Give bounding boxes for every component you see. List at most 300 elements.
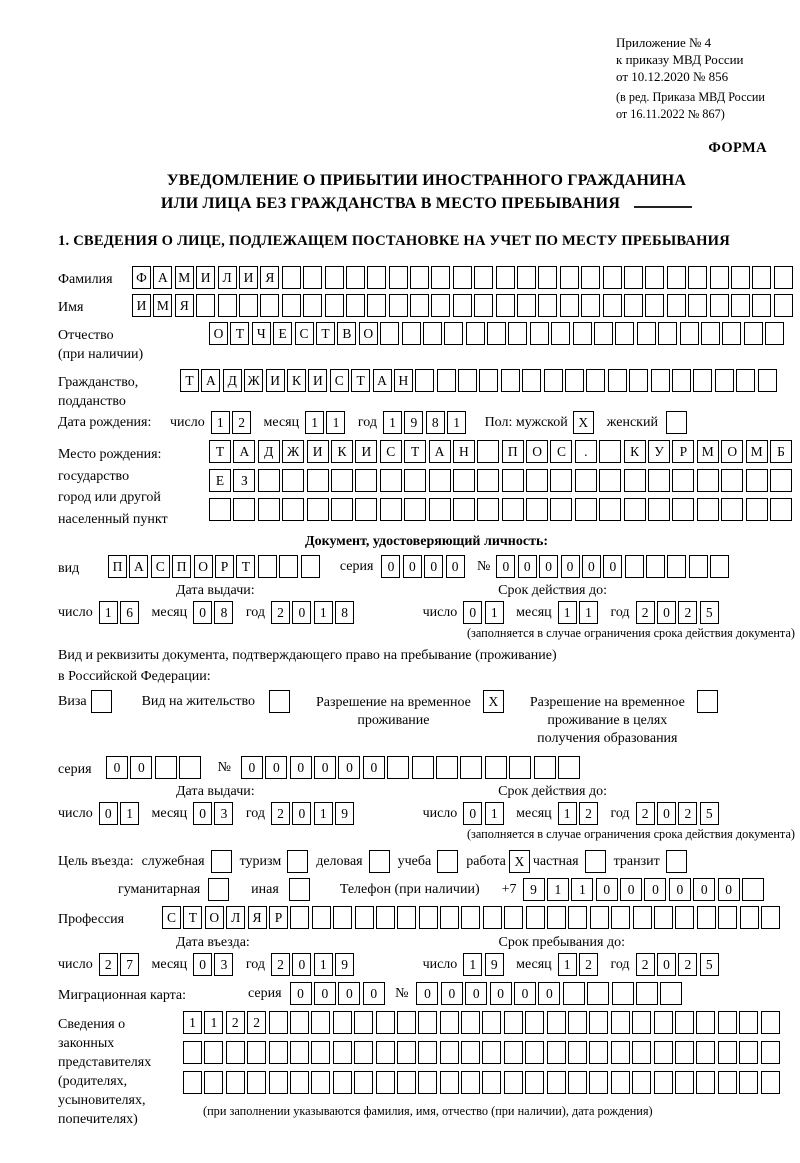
form-cell[interactable]: 2 — [226, 1011, 245, 1034]
form-cell[interactable]: И — [132, 294, 151, 317]
form-cell[interactable] — [599, 469, 621, 492]
form-cell[interactable] — [258, 555, 277, 578]
form-cell[interactable] — [675, 1071, 694, 1094]
form-cell[interactable] — [419, 906, 438, 929]
form-cell[interactable] — [530, 322, 549, 345]
form-cell[interactable] — [718, 906, 737, 929]
form-cell[interactable] — [744, 322, 763, 345]
form-cell[interactable] — [770, 498, 792, 521]
form-cell[interactable] — [517, 294, 536, 317]
form-cell[interactable] — [415, 369, 434, 392]
form-cell[interactable] — [774, 266, 793, 289]
form-cell[interactable] — [645, 266, 664, 289]
form-cell[interactable] — [440, 1041, 459, 1064]
form-cell[interactable]: 1 — [558, 953, 577, 976]
form-cell[interactable] — [397, 1071, 416, 1094]
form-cell[interactable]: И — [308, 369, 327, 392]
form-cell[interactable] — [590, 906, 609, 929]
form-cell[interactable] — [722, 322, 741, 345]
form-cell[interactable] — [544, 369, 563, 392]
form-cell[interactable] — [547, 1071, 566, 1094]
form-cell[interactable] — [485, 756, 507, 779]
form-cell[interactable] — [752, 266, 771, 289]
form-cell[interactable]: А — [233, 440, 255, 463]
form-cell[interactable]: С — [550, 440, 572, 463]
form-cell[interactable]: 0 — [363, 982, 385, 1005]
form-cell[interactable] — [774, 294, 793, 317]
form-cell[interactable] — [667, 294, 686, 317]
form-cell[interactable]: С — [380, 440, 402, 463]
form-cell[interactable] — [765, 322, 784, 345]
form-cell[interactable]: 9 — [523, 878, 545, 901]
form-cell[interactable] — [654, 1041, 673, 1064]
form-cell[interactable]: . — [575, 440, 597, 463]
form-cell[interactable]: К — [331, 440, 353, 463]
form-cell[interactable]: 5 — [700, 802, 719, 825]
form-cell[interactable] — [311, 1041, 330, 1064]
purpose-official-checkbox[interactable] — [211, 850, 232, 873]
form-cell[interactable] — [697, 498, 719, 521]
form-cell[interactable] — [509, 756, 531, 779]
form-cell[interactable] — [651, 369, 670, 392]
form-cell[interactable] — [568, 906, 587, 929]
form-cell[interactable]: 0 — [314, 982, 336, 1005]
residence-permit-checkbox[interactable] — [269, 690, 290, 713]
form-cell[interactable] — [429, 498, 451, 521]
form-cell[interactable] — [608, 369, 627, 392]
form-cell[interactable] — [624, 294, 643, 317]
form-cell[interactable] — [209, 498, 231, 521]
form-cell[interactable] — [282, 498, 304, 521]
form-cell[interactable]: 1 — [183, 1011, 202, 1034]
form-cell[interactable]: К — [287, 369, 306, 392]
purpose-work-checkbox[interactable]: X — [509, 850, 530, 873]
form-cell[interactable] — [355, 469, 377, 492]
form-cell[interactable]: С — [162, 906, 181, 929]
form-cell[interactable]: Т — [404, 440, 426, 463]
form-cell[interactable]: 0 — [193, 953, 212, 976]
form-cell[interactable]: О — [205, 906, 224, 929]
purpose-humanitarian-checkbox[interactable] — [208, 878, 229, 901]
form-cell[interactable] — [654, 1071, 673, 1094]
form-cell[interactable]: 2 — [636, 953, 655, 976]
form-cell[interactable]: Ж — [244, 369, 263, 392]
form-cell[interactable] — [290, 1011, 309, 1034]
form-cell[interactable] — [680, 322, 699, 345]
form-cell[interactable] — [575, 469, 597, 492]
form-cell[interactable] — [155, 756, 177, 779]
form-cell[interactable] — [325, 266, 344, 289]
sex-female-checkbox[interactable] — [666, 411, 687, 434]
form-cell[interactable]: И — [239, 266, 258, 289]
form-cell[interactable] — [196, 294, 215, 317]
form-cell[interactable] — [380, 498, 402, 521]
form-cell[interactable] — [376, 1011, 395, 1034]
form-cell[interactable] — [654, 1011, 673, 1034]
form-cell[interactable]: А — [429, 440, 451, 463]
form-cell[interactable] — [654, 906, 673, 929]
form-cell[interactable] — [440, 1071, 459, 1094]
form-cell[interactable] — [354, 1041, 373, 1064]
form-cell[interactable]: Р — [269, 906, 288, 929]
form-cell[interactable] — [594, 322, 613, 345]
form-cell[interactable]: Р — [672, 440, 694, 463]
form-cell[interactable]: 3 — [214, 802, 233, 825]
form-cell[interactable] — [688, 294, 707, 317]
form-cell[interactable] — [573, 322, 592, 345]
form-cell[interactable] — [311, 1071, 330, 1094]
form-cell[interactable] — [461, 1071, 480, 1094]
form-cell[interactable] — [282, 266, 301, 289]
purpose-business-checkbox[interactable] — [369, 850, 390, 873]
form-cell[interactable]: 0 — [463, 601, 482, 624]
form-cell[interactable]: З — [233, 469, 255, 492]
form-cell[interactable]: Т — [236, 555, 255, 578]
form-cell[interactable] — [696, 1041, 715, 1064]
form-cell[interactable]: 0 — [539, 555, 558, 578]
form-cell[interactable] — [646, 555, 665, 578]
form-cell[interactable] — [508, 322, 527, 345]
form-cell[interactable] — [429, 469, 451, 492]
form-cell[interactable] — [718, 1071, 737, 1094]
form-cell[interactable]: 0 — [657, 802, 676, 825]
form-cell[interactable]: Ф — [132, 266, 151, 289]
form-cell[interactable] — [404, 498, 426, 521]
form-cell[interactable]: 2 — [579, 802, 598, 825]
form-cell[interactable]: 0 — [441, 982, 463, 1005]
form-cell[interactable] — [482, 1071, 501, 1094]
form-cell[interactable] — [581, 294, 600, 317]
form-cell[interactable]: 0 — [290, 982, 312, 1005]
form-cell[interactable] — [718, 1011, 737, 1034]
form-cell[interactable]: В — [337, 322, 356, 345]
form-cell[interactable] — [624, 266, 643, 289]
form-cell[interactable]: 7 — [120, 953, 139, 976]
form-cell[interactable] — [636, 982, 658, 1005]
form-cell[interactable]: Т — [183, 906, 202, 929]
form-cell[interactable]: 0 — [718, 878, 740, 901]
form-cell[interactable] — [675, 1041, 694, 1064]
form-cell[interactable]: А — [373, 369, 392, 392]
form-cell[interactable]: 0 — [620, 878, 642, 901]
form-cell[interactable] — [282, 294, 301, 317]
form-cell[interactable]: М — [153, 294, 172, 317]
form-cell[interactable] — [675, 906, 694, 929]
form-cell[interactable]: М — [746, 440, 768, 463]
form-cell[interactable]: О — [721, 440, 743, 463]
form-cell[interactable]: 0 — [424, 555, 443, 578]
form-cell[interactable]: Л — [226, 906, 245, 929]
form-cell[interactable] — [376, 906, 395, 929]
form-cell[interactable]: Я — [248, 906, 267, 929]
form-cell[interactable] — [611, 1041, 630, 1064]
form-cell[interactable] — [648, 498, 670, 521]
form-cell[interactable]: 1 — [558, 601, 577, 624]
form-cell[interactable] — [269, 1041, 288, 1064]
form-cell[interactable] — [333, 1011, 352, 1034]
form-cell[interactable]: 2 — [99, 953, 118, 976]
form-cell[interactable]: И — [266, 369, 285, 392]
form-cell[interactable] — [290, 906, 309, 929]
form-cell[interactable] — [333, 906, 352, 929]
form-cell[interactable]: 1 — [120, 802, 139, 825]
form-cell[interactable] — [672, 369, 691, 392]
form-cell[interactable] — [179, 756, 201, 779]
form-cell[interactable] — [389, 266, 408, 289]
form-cell[interactable]: Д — [258, 440, 280, 463]
form-cell[interactable]: 0 — [338, 982, 360, 1005]
form-cell[interactable]: 0 — [106, 756, 128, 779]
form-cell[interactable]: 0 — [363, 756, 385, 779]
form-cell[interactable] — [696, 1071, 715, 1094]
form-cell[interactable]: И — [355, 440, 377, 463]
form-cell[interactable] — [710, 294, 729, 317]
form-cell[interactable]: 1 — [305, 411, 324, 434]
form-cell[interactable]: К — [624, 440, 646, 463]
form-cell[interactable] — [568, 1011, 587, 1034]
form-cell[interactable] — [675, 1011, 694, 1034]
form-cell[interactable]: 1 — [547, 878, 569, 901]
form-cell[interactable] — [355, 906, 374, 929]
form-cell[interactable] — [204, 1041, 223, 1064]
form-cell[interactable] — [658, 322, 677, 345]
form-cell[interactable] — [466, 322, 485, 345]
form-cell[interactable]: 1 — [99, 601, 118, 624]
form-cell[interactable] — [307, 498, 329, 521]
form-cell[interactable]: 1 — [211, 411, 230, 434]
form-cell[interactable] — [547, 906, 566, 929]
form-cell[interactable]: Т — [180, 369, 199, 392]
form-cell[interactable]: П — [172, 555, 191, 578]
form-cell[interactable]: 2 — [271, 601, 290, 624]
form-cell[interactable]: О — [194, 555, 213, 578]
form-cell[interactable] — [615, 322, 634, 345]
purpose-tourism-checkbox[interactable] — [287, 850, 308, 873]
form-cell[interactable]: 0 — [496, 555, 515, 578]
form-cell[interactable] — [437, 369, 456, 392]
form-cell[interactable]: 0 — [514, 982, 536, 1005]
form-cell[interactable]: 1 — [485, 802, 504, 825]
form-cell[interactable] — [461, 906, 480, 929]
form-cell[interactable] — [581, 266, 600, 289]
form-cell[interactable] — [731, 266, 750, 289]
form-cell[interactable]: М — [175, 266, 194, 289]
form-cell[interactable] — [629, 369, 648, 392]
form-cell[interactable]: Д — [223, 369, 242, 392]
form-cell[interactable] — [311, 1011, 330, 1034]
form-cell[interactable]: Е — [209, 469, 231, 492]
form-cell[interactable]: 0 — [381, 555, 400, 578]
form-cell[interactable] — [307, 469, 329, 492]
form-cell[interactable]: А — [153, 266, 172, 289]
form-cell[interactable] — [444, 322, 463, 345]
form-cell[interactable] — [346, 294, 365, 317]
form-cell[interactable] — [526, 906, 545, 929]
form-cell[interactable] — [560, 294, 579, 317]
form-cell[interactable]: 0 — [292, 953, 311, 976]
form-cell[interactable] — [672, 469, 694, 492]
form-cell[interactable] — [568, 1071, 587, 1094]
form-cell[interactable]: 0 — [490, 982, 512, 1005]
form-cell[interactable] — [410, 266, 429, 289]
form-cell[interactable] — [354, 1011, 373, 1034]
form-cell[interactable] — [410, 294, 429, 317]
form-cell[interactable] — [758, 369, 777, 392]
form-cell[interactable] — [482, 1011, 501, 1034]
form-cell[interactable] — [290, 1071, 309, 1094]
form-cell[interactable] — [739, 1011, 758, 1034]
form-cell[interactable] — [645, 294, 664, 317]
form-cell[interactable] — [458, 369, 477, 392]
form-cell[interactable] — [718, 1041, 737, 1064]
form-cell[interactable]: 0 — [446, 555, 465, 578]
form-cell[interactable] — [761, 1011, 780, 1034]
form-cell[interactable] — [721, 498, 743, 521]
form-cell[interactable] — [269, 1071, 288, 1094]
form-cell[interactable] — [538, 266, 557, 289]
form-cell[interactable]: 0 — [403, 555, 422, 578]
form-cell[interactable] — [183, 1041, 202, 1064]
form-cell[interactable] — [440, 906, 459, 929]
form-cell[interactable]: 1 — [579, 601, 598, 624]
form-cell[interactable]: О — [359, 322, 378, 345]
form-cell[interactable]: 0 — [518, 555, 537, 578]
form-cell[interactable]: 1 — [383, 411, 402, 434]
form-cell[interactable]: 2 — [247, 1011, 266, 1034]
form-cell[interactable] — [746, 469, 768, 492]
form-cell[interactable] — [397, 1011, 416, 1034]
form-cell[interactable] — [477, 440, 499, 463]
form-cell[interactable]: С — [330, 369, 349, 392]
form-cell[interactable]: 1 — [204, 1011, 223, 1034]
form-cell[interactable]: 0 — [657, 953, 676, 976]
form-cell[interactable] — [697, 469, 719, 492]
form-cell[interactable]: Т — [351, 369, 370, 392]
form-cell[interactable]: 0 — [538, 982, 560, 1005]
form-cell[interactable] — [526, 498, 548, 521]
purpose-other-checkbox[interactable] — [289, 878, 310, 901]
form-cell[interactable] — [632, 1011, 651, 1034]
form-cell[interactable] — [637, 322, 656, 345]
form-cell[interactable] — [355, 498, 377, 521]
form-cell[interactable] — [226, 1041, 245, 1064]
form-cell[interactable] — [563, 982, 585, 1005]
form-cell[interactable]: 8 — [335, 601, 354, 624]
form-cell[interactable] — [611, 906, 630, 929]
form-cell[interactable] — [461, 1041, 480, 1064]
form-cell[interactable] — [501, 369, 520, 392]
form-cell[interactable] — [701, 322, 720, 345]
form-cell[interactable] — [624, 469, 646, 492]
form-cell[interactable] — [404, 469, 426, 492]
form-cell[interactable]: 0 — [465, 982, 487, 1005]
form-cell[interactable]: 0 — [130, 756, 152, 779]
form-cell[interactable] — [589, 1041, 608, 1064]
temp-residence-checkbox[interactable]: X — [483, 690, 504, 713]
form-cell[interactable] — [333, 1071, 352, 1094]
form-cell[interactable] — [333, 1041, 352, 1064]
form-cell[interactable] — [218, 294, 237, 317]
form-cell[interactable]: 0 — [292, 802, 311, 825]
form-cell[interactable]: П — [108, 555, 127, 578]
form-cell[interactable] — [611, 1011, 630, 1034]
form-cell[interactable]: 0 — [693, 878, 715, 901]
form-cell[interactable] — [380, 469, 402, 492]
form-cell[interactable]: Я — [260, 266, 279, 289]
form-cell[interactable] — [453, 498, 475, 521]
form-cell[interactable] — [282, 469, 304, 492]
form-cell[interactable]: 0 — [561, 555, 580, 578]
form-cell[interactable] — [525, 1041, 544, 1064]
form-cell[interactable] — [611, 1071, 630, 1094]
form-cell[interactable] — [496, 294, 515, 317]
form-cell[interactable] — [586, 369, 605, 392]
form-cell[interactable] — [587, 982, 609, 1005]
form-cell[interactable] — [525, 1011, 544, 1034]
form-cell[interactable]: У — [648, 440, 670, 463]
form-cell[interactable] — [418, 1041, 437, 1064]
form-cell[interactable] — [667, 266, 686, 289]
form-cell[interactable]: Р — [215, 555, 234, 578]
form-cell[interactable] — [479, 369, 498, 392]
form-cell[interactable] — [440, 1011, 459, 1034]
form-cell[interactable] — [239, 294, 258, 317]
form-cell[interactable]: 2 — [678, 953, 697, 976]
form-cell[interactable]: 8 — [426, 411, 445, 434]
form-cell[interactable] — [258, 469, 280, 492]
form-cell[interactable]: Б — [770, 440, 792, 463]
form-cell[interactable]: Т — [316, 322, 335, 345]
form-cell[interactable]: 0 — [314, 756, 336, 779]
form-cell[interactable] — [290, 1041, 309, 1064]
form-cell[interactable] — [504, 1071, 523, 1094]
form-cell[interactable] — [502, 469, 524, 492]
sex-male-checkbox[interactable]: X — [573, 411, 594, 434]
form-cell[interactable]: 8 — [214, 601, 233, 624]
form-cell[interactable] — [624, 498, 646, 521]
form-cell[interactable]: 2 — [271, 953, 290, 976]
form-cell[interactable]: 9 — [335, 953, 354, 976]
form-cell[interactable] — [599, 440, 621, 463]
form-cell[interactable] — [633, 906, 652, 929]
form-cell[interactable] — [436, 756, 458, 779]
form-cell[interactable]: 0 — [582, 555, 601, 578]
form-cell[interactable] — [746, 498, 768, 521]
form-cell[interactable] — [331, 469, 353, 492]
form-cell[interactable] — [538, 294, 557, 317]
form-cell[interactable]: 2 — [271, 802, 290, 825]
form-cell[interactable] — [204, 1071, 223, 1094]
form-cell[interactable] — [303, 294, 322, 317]
form-cell[interactable]: И — [307, 440, 329, 463]
form-cell[interactable] — [534, 756, 556, 779]
purpose-private-checkbox[interactable] — [585, 850, 606, 873]
form-cell[interactable]: 1 — [314, 802, 333, 825]
form-cell[interactable]: 6 — [120, 601, 139, 624]
form-cell[interactable] — [453, 294, 472, 317]
form-cell[interactable]: 0 — [193, 802, 212, 825]
form-cell[interactable]: Е — [273, 322, 292, 345]
form-cell[interactable] — [547, 1041, 566, 1064]
form-cell[interactable] — [575, 498, 597, 521]
form-cell[interactable] — [423, 322, 442, 345]
form-cell[interactable]: 1 — [463, 953, 482, 976]
form-cell[interactable] — [551, 322, 570, 345]
form-cell[interactable] — [689, 555, 708, 578]
form-cell[interactable] — [568, 1041, 587, 1064]
form-cell[interactable] — [301, 555, 320, 578]
form-cell[interactable]: Н — [453, 440, 475, 463]
